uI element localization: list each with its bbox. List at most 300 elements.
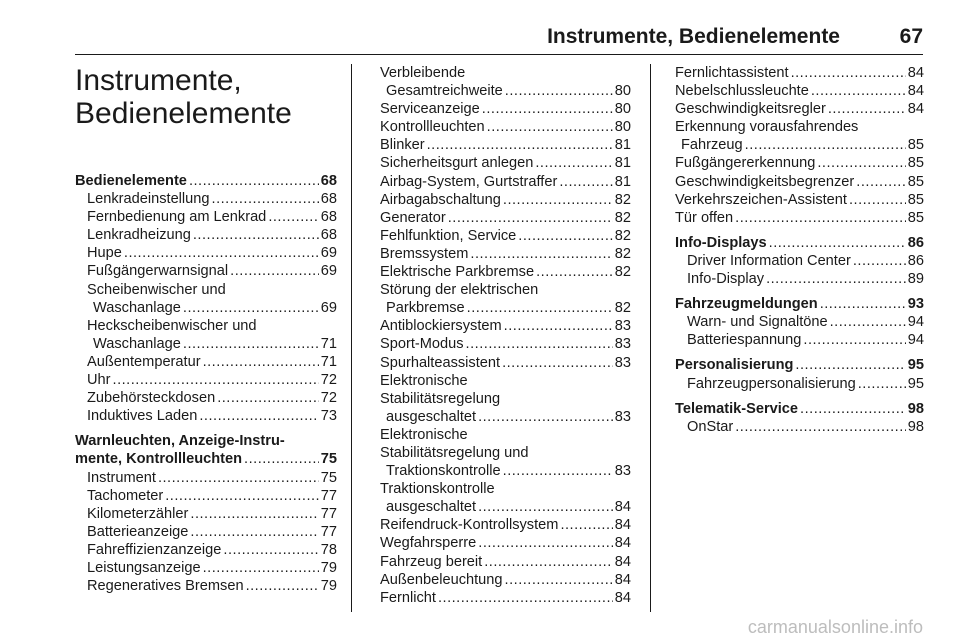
toc-page-number: 82 (614, 264, 631, 281)
dot-leader (856, 173, 905, 191)
toc-entry-line (675, 209, 924, 227)
dot-leader (189, 172, 319, 190)
toc-page-number: 82 (614, 245, 631, 262)
dot-leader (230, 262, 319, 280)
toc-entry-text: Fußgängererkennung (675, 155, 816, 172)
toc-page-number: 69 (320, 299, 337, 316)
dot-leader (791, 64, 906, 82)
toc-entry (675, 418, 924, 436)
toc-entry (380, 136, 631, 154)
toc-page-number: 71 (320, 335, 337, 352)
toc-page-number: 80 (614, 101, 631, 118)
toc-page-number: 83 (614, 463, 631, 480)
toc-entry-line (380, 154, 631, 172)
toc-entry (75, 469, 337, 487)
dot-leader (811, 82, 906, 100)
toc-entry-line (75, 577, 337, 595)
toc-page-number: 75 (320, 469, 337, 486)
toc-entry-text: Parkbremse (386, 300, 465, 317)
watermark: carmanualsonline.info (747, 617, 923, 637)
dot-leader (467, 299, 613, 317)
toc-page-number: 82 (614, 191, 631, 208)
toc-page-number: 89 (907, 271, 924, 288)
toc-entry-line (675, 173, 924, 191)
toc-entry-text: Uhr (87, 372, 111, 389)
dot-leader (502, 354, 613, 372)
dot-leader (246, 577, 319, 595)
toc-entry-line (380, 245, 631, 263)
toc-entry (675, 270, 924, 288)
toc-entry-line (380, 82, 631, 100)
dot-leader (536, 263, 613, 281)
toc-entry (675, 82, 924, 100)
toc-entry-text: Tür offen (675, 209, 734, 226)
toc-page-number: 85 (907, 209, 924, 226)
toc-page-number: 72 (320, 390, 337, 407)
toc-entry (675, 331, 924, 349)
toc-entry (380, 100, 631, 118)
toc-section (675, 295, 924, 313)
dot-leader (853, 252, 906, 270)
toc-page-number: 86 (907, 252, 924, 269)
toc-entry-line (380, 136, 631, 154)
toc-entry-text: ausgeschaltet (386, 499, 477, 516)
toc-entry (675, 173, 924, 191)
toc-entry (380, 263, 631, 281)
toc-entry-line (75, 541, 337, 559)
toc-page-number: 84 (907, 101, 924, 118)
toc-page-number: 83 (614, 354, 631, 371)
toc-page-number: 84 (614, 517, 631, 534)
dot-leader (223, 541, 318, 559)
toc-entry-text: Außenbeleuchtung (380, 571, 503, 588)
dot-leader (849, 191, 906, 209)
toc-entry (380, 227, 631, 245)
dot-leader (203, 353, 319, 371)
dot-leader (124, 244, 319, 262)
toc-entry (675, 209, 924, 227)
toc-entry (75, 244, 337, 262)
toc-entry-text: Geschwindigkeitsregler (675, 101, 826, 118)
toc-entry-text: Waschanlage (93, 299, 181, 316)
toc-page-number: 85 (907, 137, 924, 154)
toc-entry (380, 426, 631, 480)
toc-entry (380, 191, 631, 209)
toc-entry (675, 252, 924, 270)
toc-entry-text: Blinker (380, 137, 425, 154)
toc-entry-text: Fernlichtassistent (675, 65, 789, 81)
toc-entry-line (380, 209, 631, 227)
toc-entry-text: Serviceanzeige (380, 101, 480, 118)
toc-entry (380, 335, 631, 353)
toc-entry-line (75, 172, 337, 190)
toc-entry-line (380, 534, 631, 552)
toc-entry-text: Stabilitätsregelung und (380, 444, 529, 461)
toc-entry-line (380, 553, 631, 571)
toc-page-number: 86 (907, 234, 924, 251)
page-header (0, 0, 960, 60)
toc-entry-text: Scheibenwischer und (87, 281, 226, 298)
toc-entry (380, 480, 631, 516)
toc-page-number: 93 (907, 296, 924, 313)
toc-page-number: 79 (320, 578, 337, 595)
toc-entry-text: Zubehörsteckdosen (87, 390, 216, 407)
toc-page-number: 68 (320, 191, 337, 208)
toc-entry-text: Heckscheibenwischer und (87, 317, 257, 334)
toc-entry-text: Induktives Laden (87, 408, 198, 425)
toc-page-number: 68 (320, 209, 337, 226)
dot-leader (478, 498, 613, 516)
toc-entry (380, 534, 631, 552)
dot-leader (183, 299, 319, 317)
toc-entry-text: Personalisierung (675, 357, 794, 374)
dot-leader (769, 234, 906, 252)
toc-entry (675, 375, 924, 393)
column-divider (650, 64, 651, 612)
toc-page-number: 81 (614, 137, 631, 154)
toc-entry-line (380, 299, 631, 317)
toc-page-number: 82 (614, 227, 631, 244)
toc-entry-line (675, 400, 924, 418)
dot-leader (427, 136, 613, 154)
toc-entry-line (380, 516, 631, 534)
toc-entry-text: Batteriespannung (687, 332, 802, 349)
toc-page-number: 69 (320, 245, 337, 262)
toc-entry-text: Traktionskontrolle (380, 481, 495, 498)
chapter-title-line: Bedienelemente (75, 97, 292, 130)
toc-entry-line (675, 375, 924, 393)
toc-entry-line (75, 505, 337, 523)
toc-entry-line (380, 571, 631, 589)
toc-page-number: 77 (320, 505, 337, 522)
toc-entry-line (380, 118, 631, 136)
toc-entry-text: Traktionskontrolle (386, 463, 501, 480)
dot-leader (190, 505, 318, 523)
toc-entry-text: Fehlfunktion, Service (380, 227, 517, 244)
toc-entry-text: Gesamtreichweite (386, 83, 503, 100)
dot-leader (478, 408, 613, 426)
toc-entry (380, 64, 631, 100)
toc-entry-text: mente, Kontrollleuchten (75, 451, 243, 468)
toc-entry (75, 226, 337, 244)
column-divider (351, 64, 352, 612)
chapter-title-line: Instrumente, (75, 64, 242, 97)
toc-entry-line (675, 252, 924, 270)
dot-leader (268, 208, 318, 226)
toc-entry-line (675, 191, 924, 209)
toc-page-number: 98 (907, 418, 924, 435)
toc-entry-text: Generator (380, 209, 446, 226)
toc-entry-text: Stabilitätsregelung (380, 390, 501, 407)
toc-section (675, 234, 924, 252)
toc-entry (75, 371, 337, 389)
dot-leader (503, 191, 613, 209)
dot-leader (190, 523, 318, 541)
dot-leader (817, 154, 905, 172)
toc-entry-text: Elektronische (380, 372, 468, 389)
toc-page-number: 82 (614, 209, 631, 226)
dot-leader (559, 173, 612, 191)
header-title: Instrumente, Bedienelemente (547, 25, 840, 48)
toc-entry-text: Spurhalteassistent (380, 354, 501, 371)
toc-entry (380, 173, 631, 191)
dot-leader (478, 534, 613, 552)
toc-entry-line (675, 295, 924, 313)
toc-entry (675, 118, 924, 154)
toc-column-2 (380, 64, 631, 607)
toc-entry-text: Elektrische Parkbremse (380, 264, 535, 281)
toc-entry-text: Nebelschlussleuchte (675, 83, 809, 100)
toc-entry-line (675, 136, 924, 154)
dot-leader (158, 469, 319, 487)
toc-page-number: 71 (320, 353, 337, 370)
dot-leader (504, 317, 613, 335)
toc-entry-line (75, 407, 337, 425)
toc-entry-line (380, 173, 631, 191)
toc-entry-line (75, 389, 337, 407)
toc-entry-text: Erkennung vorausfahrendes (675, 119, 859, 136)
toc-entry (75, 487, 337, 505)
toc-entry-text: Kilometerzähler (87, 505, 189, 522)
toc-entry-text: Wegfahrsperre (380, 535, 477, 552)
toc-entry-text: Geschwindigkeitsbegrenzer (675, 173, 855, 190)
dot-leader (183, 335, 319, 353)
toc-entry-line (75, 262, 337, 280)
toc-entry-text: Reifendruck-Kontrollsystem (380, 517, 559, 534)
toc-page-number: 81 (614, 173, 631, 190)
toc-page-number: 83 (614, 318, 631, 335)
toc-entry-line (675, 331, 924, 349)
toc-entry (675, 154, 924, 172)
toc-entry-line (675, 154, 924, 172)
dot-leader (803, 331, 905, 349)
dot-leader (438, 589, 613, 607)
header-rule (75, 54, 923, 55)
toc-page-number: 75 (320, 451, 337, 468)
toc-entry (675, 313, 924, 331)
dot-leader (858, 375, 906, 393)
dot-leader (830, 313, 906, 331)
toc-entry (675, 100, 924, 118)
toc-entry (75, 389, 337, 407)
toc-entry-line (75, 244, 337, 262)
toc-entry-text: Sport-Modus (380, 336, 464, 353)
toc-page-number: 68 (320, 227, 337, 244)
toc-entry (380, 553, 631, 571)
toc-page-number: 85 (907, 191, 924, 208)
toc-entry-line (675, 234, 924, 252)
toc-entry-text: Info-Displays (675, 234, 767, 251)
toc-entry-line (75, 450, 337, 468)
toc-page-number: 84 (614, 499, 631, 516)
dot-leader (505, 571, 613, 589)
dot-leader (560, 516, 612, 534)
dot-leader (244, 450, 319, 468)
toc-page-number: 84 (614, 553, 631, 570)
toc-page-number: 85 (907, 155, 924, 172)
toc-entry-text: Lenkradheizung (87, 227, 191, 244)
toc-entry-line (380, 263, 631, 281)
toc-entry-line (675, 313, 924, 331)
toc-entry-line (675, 82, 924, 100)
toc-page-number: 84 (614, 571, 631, 588)
toc-page-number: 69 (320, 263, 337, 280)
toc-entry-text: Fahrzeug (681, 137, 743, 154)
toc-section (75, 432, 337, 468)
toc-entry-line (675, 418, 924, 436)
toc-entry (380, 354, 631, 372)
dot-leader (505, 82, 613, 100)
toc-column-1 (75, 172, 337, 595)
toc-entry-text: Fernbedienung am Lenkrad (87, 209, 267, 226)
dot-leader (165, 487, 319, 505)
toc-entry-line (75, 487, 337, 505)
toc-entry-line (675, 270, 924, 288)
toc-entry (75, 190, 337, 208)
dot-leader (518, 227, 612, 245)
toc-entry (380, 281, 631, 317)
toc-entry (75, 208, 337, 226)
toc-entry-text: Warnleuchten, Anzeige-Instru- (75, 433, 285, 450)
toc-entry (75, 317, 337, 353)
toc-entry (380, 589, 631, 607)
toc-entry-text: Außentemperatur (87, 353, 201, 370)
toc-entry-text: Regeneratives Bremsen (87, 578, 244, 595)
dot-leader (820, 295, 906, 313)
toc-entry-text: Antiblockiersystem (380, 318, 502, 335)
toc-entry-text: Fahrzeug bereit (380, 553, 483, 570)
toc-entry (75, 577, 337, 595)
toc-entry-line (75, 335, 337, 353)
toc-entry-line (75, 371, 337, 389)
toc-entry-line (675, 64, 924, 82)
toc-entry-line (75, 353, 337, 371)
toc-entry (75, 523, 337, 541)
toc-entry-line (75, 523, 337, 541)
toc-entry-text: Fahrzeugpersonalisierung (687, 375, 856, 392)
toc-entry-text: Lenkradeinstellung (87, 191, 210, 208)
toc-entry-text: Telematik-Service (675, 400, 799, 417)
toc-section (675, 400, 924, 418)
toc-page-number: 95 (907, 357, 924, 374)
toc-page-number: 84 (907, 83, 924, 100)
toc-page-number: 77 (320, 523, 337, 540)
toc-entry-line (380, 589, 631, 607)
dot-leader (466, 335, 613, 353)
toc-page-number: 80 (614, 83, 631, 100)
toc-entry-line (380, 498, 631, 516)
toc-entry (75, 541, 337, 559)
toc-entry-line (380, 462, 631, 480)
toc-page-number: 77 (320, 487, 337, 504)
toc-page-number: 98 (907, 400, 924, 417)
toc-page-number: 94 (907, 332, 924, 349)
toc-entry (380, 118, 631, 136)
toc-column-3 (675, 64, 924, 436)
toc-entry-text: Instrument (87, 469, 156, 486)
toc-entry-text: Fußgängerwarnsignal (87, 263, 229, 280)
toc-entry-text: Fahrzeugmeldungen (675, 296, 818, 313)
dot-leader (212, 190, 319, 208)
toc-entry-text: Waschanlage (93, 335, 181, 352)
toc-entry (675, 64, 924, 82)
toc-entry (380, 571, 631, 589)
toc-section (75, 172, 337, 190)
toc-page-number: 79 (320, 559, 337, 576)
dot-leader (484, 553, 613, 571)
toc-page-number: 72 (320, 372, 337, 389)
toc-entry-line (380, 408, 631, 426)
toc-entry-text: Elektronische (380, 426, 468, 443)
toc-entry-line (380, 191, 631, 209)
toc-entry-line (675, 100, 924, 118)
toc-entry-line (380, 354, 631, 372)
toc-entry-line (380, 227, 631, 245)
toc-entry-text: Fernlicht (380, 589, 436, 606)
toc-page-number: 68 (320, 173, 337, 189)
toc-entry (75, 262, 337, 280)
toc-entry-line (675, 356, 924, 374)
toc-entry-line (75, 469, 337, 487)
toc-page-number: 80 (614, 119, 631, 136)
dot-leader (470, 245, 612, 263)
toc-entry (380, 209, 631, 227)
toc-page-number: 82 (614, 300, 631, 317)
dot-leader (203, 559, 319, 577)
toc-page-number: 84 (614, 589, 631, 606)
toc-entry-text: Bedienelemente (75, 173, 187, 189)
toc-entry-text: Störung der elektrischen (380, 282, 539, 299)
toc-entry-text: ausgeschaltet (386, 408, 477, 425)
toc-entry (380, 516, 631, 534)
toc-entry-line (75, 559, 337, 577)
dot-leader (535, 154, 612, 172)
toc-entry-line (75, 190, 337, 208)
toc-entry-text: Leistungsanzeige (87, 559, 201, 576)
dot-leader (735, 418, 906, 436)
toc-entry (75, 505, 337, 523)
toc-page-number: 95 (907, 375, 924, 392)
toc-entry-line (75, 208, 337, 226)
toc-entry-line (75, 226, 337, 244)
toc-entry (380, 154, 631, 172)
toc-entry-text: Info-Display (687, 271, 765, 288)
dot-leader (482, 100, 613, 118)
dot-leader (828, 100, 906, 118)
toc-entry (380, 245, 631, 263)
toc-entry-text: Batterieanzeige (87, 523, 189, 540)
toc-page-number: 84 (907, 65, 924, 81)
toc-entry-line (380, 317, 631, 335)
toc-entry-text: Kontrollleuchten (380, 119, 485, 136)
toc-entry-text: Verkehrszeichen-Assistent (675, 191, 847, 208)
toc-entry (380, 372, 631, 426)
toc-entry-line (75, 299, 337, 317)
toc-entry-text: Airbag-System, Gurtstraffer (380, 173, 558, 190)
dot-leader (193, 226, 319, 244)
dot-leader (735, 209, 906, 227)
toc-entry (75, 281, 337, 317)
toc-entry-text: Warn- und Signaltöne (687, 314, 828, 331)
toc-entry-text: Bremssystem (380, 245, 469, 262)
dot-leader (217, 389, 319, 407)
dot-leader (503, 462, 613, 480)
toc-entry (75, 559, 337, 577)
toc-entry (675, 191, 924, 209)
toc-page-number: 83 (614, 336, 631, 353)
toc-entry-line (380, 100, 631, 118)
toc-entry-text: Driver Information Center (687, 252, 851, 269)
